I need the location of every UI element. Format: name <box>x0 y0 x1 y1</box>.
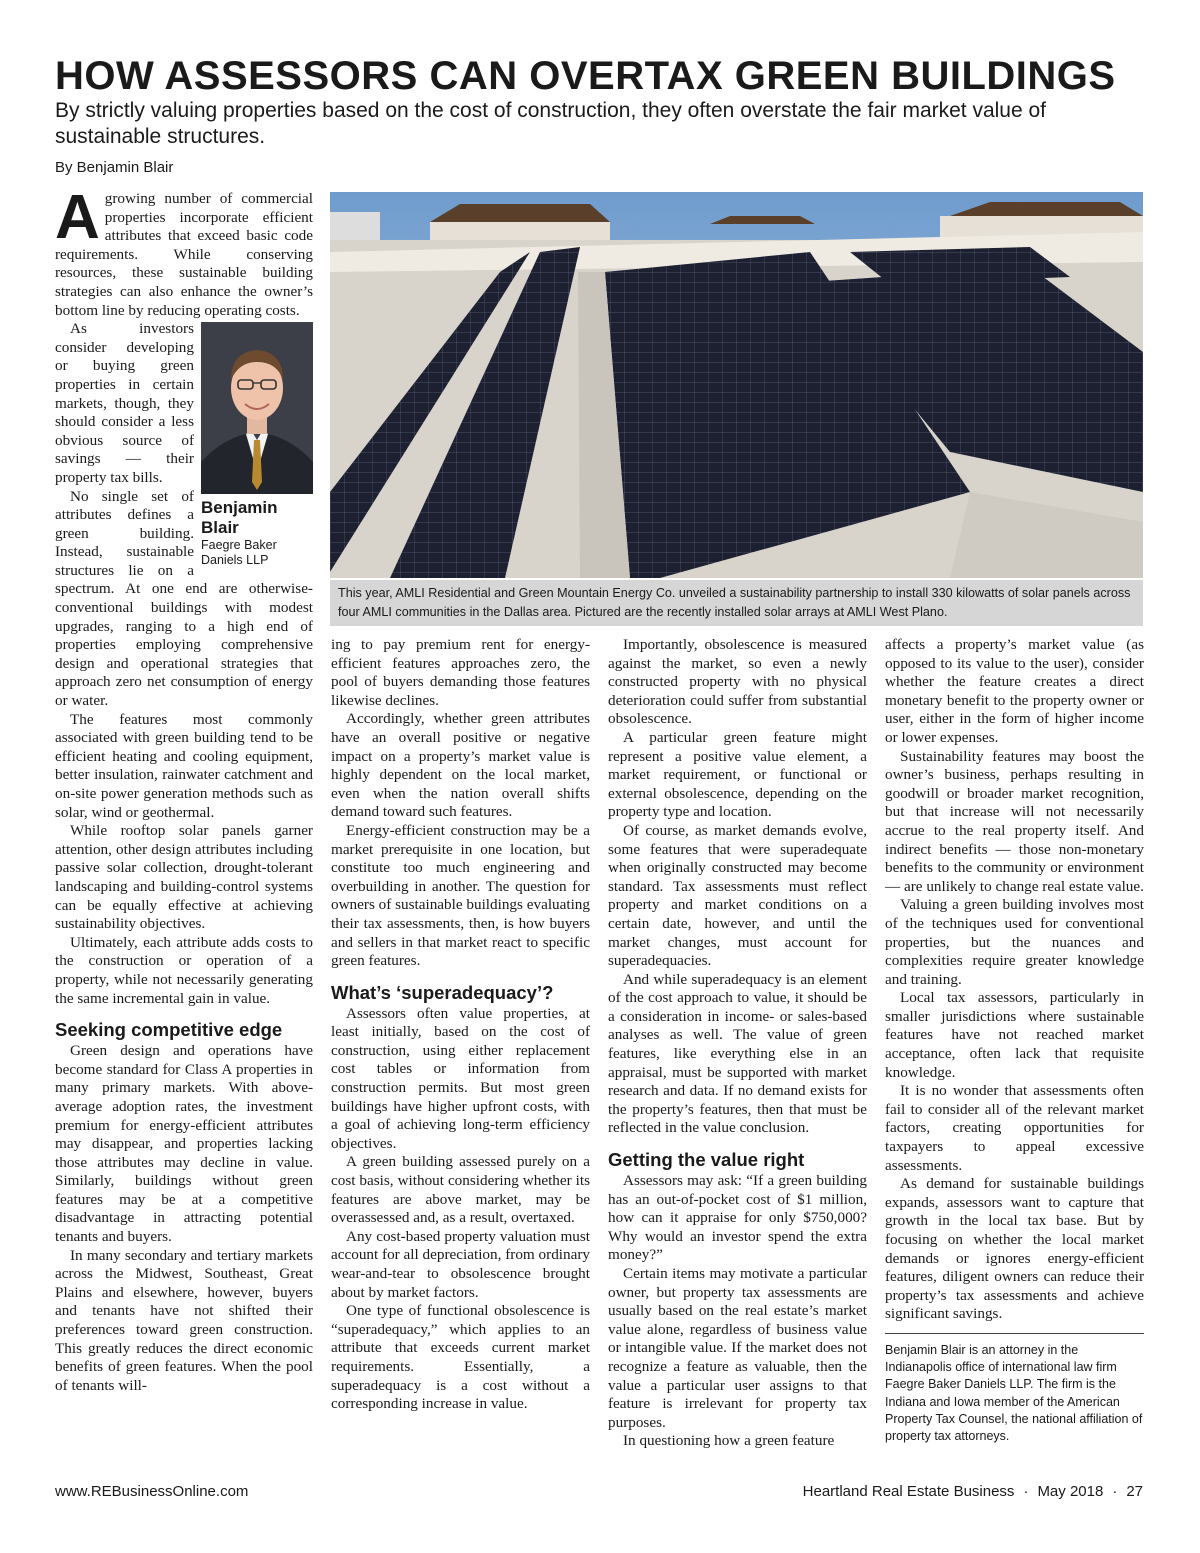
subheading: Seeking competitive edge <box>55 1019 283 1041</box>
author-photo <box>201 322 313 494</box>
paragraph: Agrowing number of commercial properties incorporate efficient attributes that exceed basic code requirements. While conserving resources, these sustainable building strategies can also enhance the owner’s bottom line by reducing operating costs. <box>55 183 313 319</box>
paragraph: It is no wonder that assessments often fail to consider all of the relevant market factors, creating opportunities for taxpayers to appeal excessive assessments. <box>885 1082 1144 1174</box>
footer-publication: Heartland Real Estate Business <box>802 1483 1015 1500</box>
portrait-illustration <box>201 322 313 494</box>
paragraph: Any cost-based property valuation must account for all depreciation, from ordinary wear-and-tear to obsolescence brought about by market factors. <box>331 1227 590 1301</box>
paragraph: Energy-efficient construction may be a market prerequisite in one location, but constitute too much engineering and overbuilding in another. The question for owners of sustainable buildings evaluating their tax assessments, then, is how buyers and sellers in that market react to specific green features. <box>331 821 590 970</box>
photo-caption: This year, AMLI Residential and Green Mountain Energy Co. unveiled a sustainability partnership to install 330 kilowatts of solar panels across four AMLI communities in the Dallas area. Pictured are the recently installed solar arrays at AMLI West Plano. <box>330 580 1143 626</box>
paragraph: Assessors may ask: “If a green building has an out-of-pocket cost of $1 million, how can it appraise for only $750,000? Why would an investor spend the extra money?” <box>608 1172 867 1264</box>
paragraph: While rooftop solar panels garner attention, other design attributes including passive solar collection, drought-tolerant landscaping and building-control systems can be equally effective at achieving sustainability objectives. <box>55 822 313 933</box>
footer-publication-info <box>803 1483 1143 1500</box>
paragraph: affects a property’s market value (as opposed to its value to the user), consider whether the feature creates a direct monetary benefit to the property owner or user, either in the form of higher income or lower expenses. <box>885 636 1144 746</box>
solar-panels-photo <box>330 192 1143 578</box>
paragraph: As demand for sustainable buildings expands, assessors want to capture that growth in the local tax base. But by focusing on whether the local market demands or ignores energy-efficient features, diligent owners can reduce their property’s tax assessments and achieve significant savings. <box>885 1175 1144 1323</box>
paragraph: Local tax assessors, particularly in smaller jurisdictions where sustainable features have not reached market acceptance, often lack that requisite knowledge. <box>885 989 1144 1081</box>
author-firm-caption: Faegre Baker Daniels LLP <box>201 538 277 568</box>
column-4 <box>885 636 1144 1445</box>
paragraph: As investors consider developing or buying green properties in certain markets, though, they should consider a less obvious source of savings — their property tax bills. <box>55 320 194 486</box>
separator-dot: · <box>1112 1483 1118 1500</box>
subheading: Getting the value right <box>608 1149 805 1171</box>
separator-dot: · <box>1023 1483 1029 1500</box>
author-bio: Benjamin Blair is an attorney in the Indianapolis office of international law firm Faegre Baker Daniels LLP. The firm is the Indiana and Iowa member of the American Property Tax Counsel, the national affiliation of property tax attorneys. <box>885 1333 1144 1445</box>
column-3 <box>608 636 867 1451</box>
paragraph: In questioning how a green feature <box>623 1432 835 1450</box>
footer-website: www.REBusinessOnline.com <box>55 1483 249 1500</box>
paragraph: A green building assessed purely on a cost basis, without considering whether its features are above market, may be overassessed and, as a result, overtaxed. <box>331 1153 590 1227</box>
paragraph: Ultimately, each attribute adds costs to the construction or operation of a property, while not necessarily generating the same incremental gain in value. <box>55 933 313 1007</box>
author-name-caption: Benjamin Blair <box>201 498 278 538</box>
deck-subtitle: By strictly valuing properties based on the cost of construction, they often overstate the fair market value of sustainable structures. <box>55 99 1047 148</box>
column-1 <box>55 183 313 1395</box>
paragraph: Assessors often value properties, at least initially, based on the cost of construction, using either replacement cost tables or information from construction permits. But most green buildings have higher upfront costs, with a goal of achieving long-term efficiency objectives. <box>331 1004 590 1152</box>
paragraph: A particular green feature might represent a positive value element, a market requirement, or functional or external obsolescence, depending on the property type and location. <box>608 728 867 821</box>
footer-date: May 2018 <box>1037 1483 1104 1500</box>
paragraph: Importantly, obsolescence is measured against the market, so even a newly constructed property with no physical deterioration could suffer from substantial obsolescence. <box>608 636 867 728</box>
paragraph: Accordingly, whether green attributes have an overall positive or negative impact on a property’s market value is highly dependent on the local market, even when the nation overall shifts demand toward such features. <box>331 710 590 821</box>
paragraph: Green design and operations have become standard for Class A properties in many primary markets. With above-average adoption rates, the investment premium for energy-efficient attributes may disappear, and properties lacking those attributes may decline in value. Similarly, buildings without green features may be at a competitive disadvantage in attracting potential tenants and buyers. <box>55 1042 313 1246</box>
headline: HOW ASSESSORS CAN OVERTAX GREEN BUILDINGS <box>55 54 1116 98</box>
paragraph: Of course, as market demands evolve, some features that were superadequate when originally constructed may become standard. Tax assessments must reflect property and market conditions on a certain date, however, and until the market changes, must account for superadequacies. <box>608 821 867 970</box>
solar-array-illustration <box>330 192 1143 578</box>
paragraph: No single set of attributes defines a green building. Instead, sustainable structures lie on a spectrum. At one end are otherwise-conventional buildings with modest upgrades, ranging to a high end of properties employing comprehensive design and operational strategies that approach zero net consumption of energy or water. <box>55 487 313 710</box>
drop-cap: A <box>55 183 100 252</box>
column-2 <box>331 636 590 1414</box>
author-headshot-box <box>201 322 313 576</box>
paragraph: And while superadequacy is an element of the cost approach to value, it should be a consideration in income- or sales-based analyses as well. The value of green features, like everything else in an appraisal, must be supported with market research and data. If no demand exists for the property’s features, then that must be reflected in the value conclusion. <box>608 970 867 1137</box>
subheading: What’s ‘superadequacy’? <box>331 981 554 1003</box>
paragraph: Valuing a green building involves most of the techniques used for conventional properties, but the nuances and complexities require greater knowledge and training. <box>885 896 1144 988</box>
paragraph: ing to pay premium rent for energy-efficient features approaches zero, the pool of buyers demanding those features likewise declines. <box>331 636 590 709</box>
paragraph: Sustainability features may boost the owner’s business, perhaps resulting in goodwill or broader market recognition, but that increase will not necessarily accrue to the real property itself. And indirect benefits — those non-monetary benefits to the community or environment — are unlikely to change real estate value. <box>885 747 1144 895</box>
byline: By Benjamin Blair <box>55 159 174 176</box>
paragraph: Certain items may motivate a particular owner, but property tax assessments are usually based on the real estate’s market value alone, regardless of business value or intangible value. If the market does not recognize a feature as valuable, then the value a particular user assigns to that feature is irrelevant for property tax purposes. <box>608 1265 867 1431</box>
paragraph: In many secondary and tertiary markets across the Midwest, Southeast, Great Plains and elsewhere, however, buyers and tenants have not shifted their preferences toward green construction. This greatly reduces the direct economic benefits of green features. When the pool of tenants will- <box>55 1246 313 1394</box>
paragraph: One type of functional obsolescence is “superadequacy,” which applies to an attribute that exceeds current market requirements. Essentially, a superadequacy is a cost without a corresponding increase in value. <box>331 1302 590 1413</box>
paragraph: The features most commonly associated with green building tend to be efficient heating and cooling equipment, better insulation, rainwater catchment and on-site power generation methods such as solar, wind or geothermal. <box>55 710 313 821</box>
page-number: 27 <box>1126 1483 1143 1500</box>
